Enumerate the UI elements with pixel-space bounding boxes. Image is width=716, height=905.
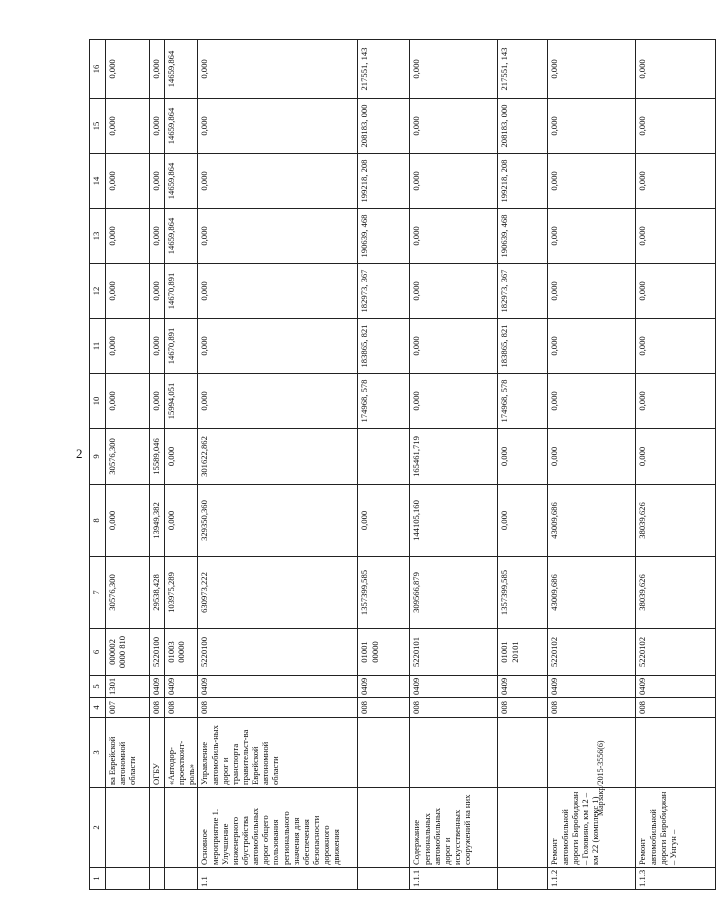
year-value: 182973, 367	[498, 264, 548, 319]
year-value: 208183, 000	[358, 99, 410, 154]
code-grbs: 008	[410, 698, 498, 718]
year-value: 217551, 143	[498, 40, 548, 99]
year-value: 0,000	[636, 209, 716, 264]
year-value: 0,000	[150, 209, 165, 264]
code-csr: 01003 00000	[165, 629, 198, 676]
executor	[358, 718, 410, 788]
year-value: 0,000	[636, 154, 716, 209]
activity-name	[498, 788, 548, 868]
year-value: 183865, 821	[498, 319, 548, 374]
year-value: 0,000	[106, 99, 150, 154]
year-value: 174968, 578	[498, 374, 548, 429]
table-row	[636, 40, 716, 890]
total-value: 103975,289	[165, 557, 198, 629]
activity-name	[150, 788, 165, 868]
table-row	[198, 40, 358, 890]
code-csr: 5220101	[410, 629, 498, 676]
year-value: 0,000	[198, 99, 358, 154]
page-number: 2	[76, 446, 83, 461]
year-value	[358, 429, 410, 485]
executor	[498, 718, 548, 788]
table-row	[150, 40, 165, 890]
year-value: 0,000	[410, 374, 498, 429]
year-value: 190639, 468	[358, 209, 410, 264]
col-header: 9	[90, 429, 106, 485]
code-rzpr: 0409	[636, 676, 716, 698]
code-grbs: 008	[358, 698, 410, 718]
table-body	[90, 40, 716, 890]
year-value: 0,000	[198, 374, 358, 429]
year-value: 0,000	[410, 264, 498, 319]
total-value: 30576,300	[106, 557, 150, 629]
executor: «Автодор-проектконт-роль»	[165, 718, 198, 788]
table-row	[106, 40, 150, 890]
row-number	[106, 868, 150, 890]
year-value: 0,000	[548, 319, 636, 374]
year-value: 0,000	[548, 99, 636, 154]
year-value: 43009,686	[548, 485, 636, 557]
year-value: 0,000	[410, 209, 498, 264]
col-header: 5	[90, 676, 106, 698]
year-value: 0,000	[548, 264, 636, 319]
activity-name	[358, 788, 410, 868]
activity-name: Содержание региональных автомобильных дорог и искусственных сооружений на них	[410, 788, 498, 868]
year-value: 0,000	[548, 429, 636, 485]
table-row	[165, 40, 198, 890]
activity-name: Ремонт автомобильной дороги Биробиджан – Головино, км 12 – км 22 (комплекс 1)	[548, 788, 636, 868]
year-value: 0,000	[150, 40, 165, 99]
year-value: 0,000	[410, 40, 498, 99]
year-value: 0,000	[106, 40, 150, 99]
year-value: 0,000	[150, 99, 165, 154]
total-value: 1357399,585	[498, 557, 548, 629]
col-header: 12	[90, 264, 106, 319]
activity-name: Основное мероприятие 1. Улучшение инженерного обустройства автомобильных дорог общего пользования регионального значения для обеспечения безопасности дорожного движения	[198, 788, 358, 868]
code-csr: 5220102	[548, 629, 636, 676]
year-value: 0,000	[358, 485, 410, 557]
year-value: 183865, 821	[358, 319, 410, 374]
year-value: 0,000	[198, 40, 358, 99]
year-value: 199218, 208	[358, 154, 410, 209]
year-value: 14659,864	[165, 209, 198, 264]
table-row	[548, 40, 636, 890]
total-value: 43009,686	[548, 557, 636, 629]
year-value: 0,000	[548, 209, 636, 264]
year-value: 30576,300	[106, 429, 150, 485]
year-value: 15994,051	[165, 374, 198, 429]
year-value: 0,000	[150, 154, 165, 209]
code-grbs: 008	[548, 698, 636, 718]
code-grbs: 008	[165, 698, 198, 718]
year-value: 0,000	[165, 429, 198, 485]
table-row	[358, 40, 410, 890]
total-value: 38039,626	[636, 557, 716, 629]
footer-code-text: Марзакр/2015-3556(6)	[596, 740, 605, 816]
year-value: 0,000	[636, 264, 716, 319]
total-value: 1357399,585	[358, 557, 410, 629]
year-value: 0,000	[150, 264, 165, 319]
col-header: 10	[90, 374, 106, 429]
code-grbs: 008	[636, 698, 716, 718]
code-rzpr: 0409	[358, 676, 410, 698]
year-value: 14670,891	[165, 264, 198, 319]
code-rzpr: 0409	[548, 676, 636, 698]
year-value: 0,000	[636, 40, 716, 99]
col-header: 3	[90, 718, 106, 788]
year-value: 0,000	[106, 209, 150, 264]
year-value: 0,000	[636, 99, 716, 154]
year-value: 0,000	[106, 154, 150, 209]
code-csr: 000002 0000 810	[106, 629, 150, 676]
year-value: 0,000	[198, 209, 358, 264]
col-header: 14	[90, 154, 106, 209]
year-value: 0,000	[548, 374, 636, 429]
col-header: 2	[90, 788, 106, 868]
code-grbs: 008	[198, 698, 358, 718]
year-value: 14659,864	[165, 154, 198, 209]
year-value: 0,000	[198, 154, 358, 209]
code-csr: 01001 00000	[358, 629, 410, 676]
year-value: 0,000	[198, 319, 358, 374]
total-value: 630973,222	[198, 557, 358, 629]
executor	[636, 718, 716, 788]
year-value: 182973, 367	[358, 264, 410, 319]
row-number: 1.1	[198, 868, 358, 890]
year-value: 208183, 000	[498, 99, 548, 154]
year-value: 0,000	[498, 485, 548, 557]
table-row	[498, 40, 548, 890]
col-header: 6	[90, 629, 106, 676]
code-rzpr: 0409	[165, 676, 198, 698]
executor: ва Еврейской автономной области	[106, 718, 150, 788]
row-number: 1.1.3	[636, 868, 716, 890]
activity-name	[106, 788, 150, 868]
row-number	[358, 868, 410, 890]
executor	[548, 718, 636, 788]
year-value: 14670,891	[165, 319, 198, 374]
col-header: 16	[90, 40, 106, 99]
year-value: 0,000	[198, 264, 358, 319]
year-value: 0,000	[410, 154, 498, 209]
year-value: 0,000	[410, 99, 498, 154]
code-rzpr: 0409	[150, 676, 165, 698]
header-row	[90, 40, 106, 890]
code-grbs: 008	[150, 698, 165, 718]
row-number	[165, 868, 198, 890]
col-header: 8	[90, 485, 106, 557]
year-value: 0,000	[106, 374, 150, 429]
year-value: 0,000	[636, 374, 716, 429]
row-number	[498, 868, 548, 890]
row-number: 1.1.1	[410, 868, 498, 890]
year-value: 0,000	[548, 154, 636, 209]
code-grbs: 008	[498, 698, 548, 718]
year-value: 0,000	[548, 40, 636, 99]
row-number	[150, 868, 165, 890]
code-csr: 5220102	[636, 629, 716, 676]
code-csr: 5220100	[150, 629, 165, 676]
table-row	[410, 40, 498, 890]
code-rzpr: 0409	[410, 676, 498, 698]
code-rzpr: 1301	[106, 676, 150, 698]
year-value: 0,000	[106, 485, 150, 557]
row-number: 1.1.2	[548, 868, 636, 890]
year-value: 165461,719	[410, 429, 498, 485]
code-rzpr: 0409	[498, 676, 548, 698]
col-header: 4	[90, 698, 106, 718]
year-value: 301622,862	[198, 429, 358, 485]
year-value: 0,000	[636, 319, 716, 374]
year-value: 0,000	[636, 429, 716, 485]
col-header: 7	[90, 557, 106, 629]
total-value: 29538,428	[150, 557, 165, 629]
executor	[410, 718, 498, 788]
budget-table	[89, 39, 716, 890]
code-grbs: 007	[106, 698, 150, 718]
year-value: 0,000	[150, 319, 165, 374]
year-value: 199218, 208	[498, 154, 548, 209]
total-value: 309566,879	[410, 557, 498, 629]
year-value: 13949,382	[150, 485, 165, 557]
year-value: 329350,360	[198, 485, 358, 557]
year-value: 14659,864	[165, 99, 198, 154]
activity-name: Ремонт автомобильной дороги Биробиджан – Унгун –	[636, 788, 716, 868]
year-value: 0,000	[410, 319, 498, 374]
year-value: 15589,046	[150, 429, 165, 485]
executor: Управление автомобиль-ных дорог и транспорта правительст-ва Еврейской автономной области	[198, 718, 358, 788]
year-value: 0,000	[106, 319, 150, 374]
executor: ОГБУ	[150, 718, 165, 788]
year-value: 190639, 468	[498, 209, 548, 264]
code-csr: 01001 20101	[498, 629, 548, 676]
col-header: 1	[90, 868, 106, 890]
code-rzpr: 0409	[198, 676, 358, 698]
year-value: 14659,864	[165, 40, 198, 99]
year-value: 38039,626	[636, 485, 716, 557]
year-value: 0,000	[150, 374, 165, 429]
year-value: 0,000	[165, 485, 198, 557]
year-value: 217551, 143	[358, 40, 410, 99]
code-csr: 5220100	[198, 629, 358, 676]
activity-name	[165, 788, 198, 868]
col-header: 11	[90, 319, 106, 374]
year-value: 0,000	[498, 429, 548, 485]
year-value: 0,000	[106, 264, 150, 319]
year-value: 174968, 578	[358, 374, 410, 429]
col-header: 15	[90, 99, 106, 154]
year-value: 144105,160	[410, 485, 498, 557]
col-header: 13	[90, 209, 106, 264]
